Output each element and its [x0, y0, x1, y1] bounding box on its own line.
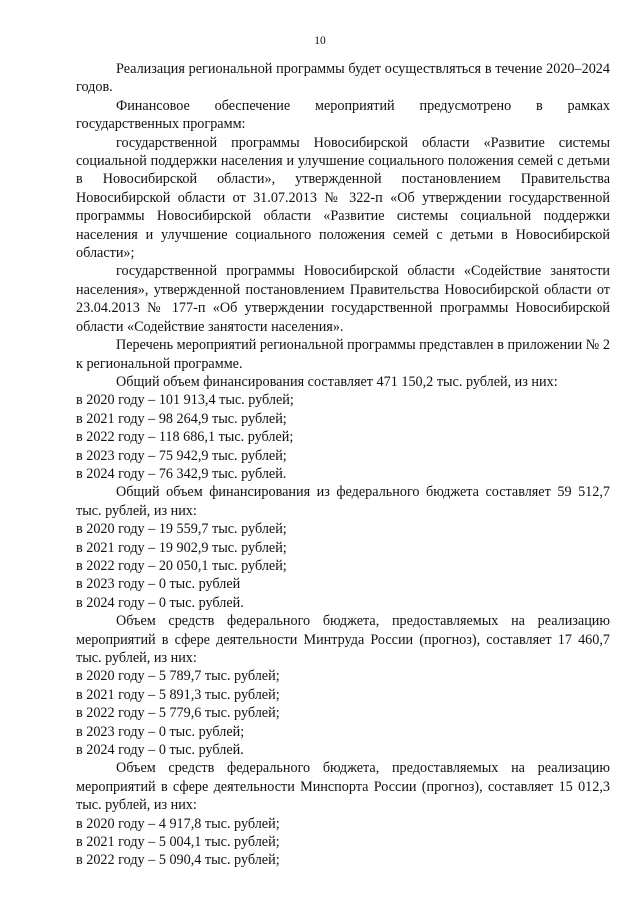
list-item-total-2024: в 2024 году – 76 342,9 тыс. рублей. — [76, 465, 287, 482]
paragraph-minsport-financing: Объем средств федерального бюджета, предоставляемых на реализацию мероприятий в сфере деятельности Минспорта России (прогноз), составляет 15 012,3 тыс. рублей, из них: — [76, 760, 610, 814]
list-item-federal-2022: в 2022 году – 20 050,1 тыс. рублей; — [76, 557, 287, 574]
list-item-minsport-2021: в 2021 году – 5 004,1 тыс. рублей; — [76, 834, 280, 851]
document-body — [76, 60, 610, 870]
list-item-mintrud-2023: в 2023 году – 0 тыс. рублей; — [76, 723, 245, 740]
list-item-total-2022: в 2022 году – 118 686,1 тыс. рублей; — [76, 429, 294, 446]
list-item-total-2020: в 2020 году – 101 913,4 тыс. рублей; — [76, 392, 294, 409]
list-item-minsport-2022: в 2022 году – 5 090,4 тыс. рублей; — [76, 852, 280, 869]
list-item-mintrud-2021: в 2021 году – 5 891,3 тыс. рублей; — [76, 686, 280, 703]
list-item-total-2021: в 2021 году – 98 264,9 тыс. рублей; — [76, 410, 287, 427]
paragraph-federal-financing: Общий объем финансирования из федерального бюджета составляет 59 512,7 тыс. рублей, из них: — [76, 484, 610, 519]
list-item-federal-2021: в 2021 году – 19 902,9 тыс. рублей; — [76, 539, 287, 556]
paragraph-financing-intro: Финансовое обеспечение мероприятий предусмотрено в рамках государственных программ: — [76, 97, 610, 133]
list-item-mintrud-2024: в 2024 году – 0 тыс. рублей. — [76, 742, 244, 759]
list-item-minsport-2020: в 2020 году – 4 917,8 тыс. рублей; — [76, 815, 280, 832]
paragraph-total-financing: Общий объем финансирования составляет 471 150,2 тыс. рублей, из них: — [116, 373, 558, 390]
paragraph-implementation-period: Реализация региональной программы будет осуществляться в течение 2020–2024 годов. — [76, 61, 610, 96]
list-item-federal-2024: в 2024 году – 0 тыс. рублей. — [76, 594, 244, 611]
paragraph-program-social-support: государственной программы Новосибирской области «Развитие системы социальной поддержки населения и улучшение социального положения семей с детьми в Новосибирской области», утвержденной постановлением Правительства Новосибирской области от 31.07.2013 № 322-п «Об утверждении государственной программы Новосибирской области «Развитие системы социальной поддержки населения и улучшение социального положения семей с детьми в Новосибирской области»; — [76, 134, 610, 262]
list-item-mintrud-2022: в 2022 году – 5 779,6 тыс. рублей; — [76, 705, 280, 722]
page-number: 10 — [314, 35, 326, 47]
paragraph-mintrud-financing: Объем средств федерального бюджета, предоставляемых на реализацию мероприятий в сфере деятельности Минтруда России (прогноз), составляет 17 460,7 тыс. рублей, из них: — [76, 613, 610, 666]
paragraph-program-employment: государственной программы Новосибирской области «Содействие занятости населения», утвержденной постановлением Правительства Новосибирской области от 23.04.2013 № 177-п «Об утверждении государственной программы Новосибирской области «Содействие занятости населения». — [76, 263, 610, 335]
paragraph-activities-list: Перечень мероприятий региональной программы представлен в приложении № 2 к региональной программе. — [76, 337, 610, 372]
list-item-mintrud-2020: в 2020 году – 5 789,7 тыс. рублей; — [76, 668, 280, 685]
list-item-federal-2023: в 2023 году – 0 тыс. рублей — [76, 576, 241, 593]
list-item-total-2023: в 2023 году – 75 942,9 тыс. рублей; — [76, 447, 287, 464]
list-item-federal-2020: в 2020 году – 19 559,7 тыс. рублей; — [76, 521, 287, 538]
